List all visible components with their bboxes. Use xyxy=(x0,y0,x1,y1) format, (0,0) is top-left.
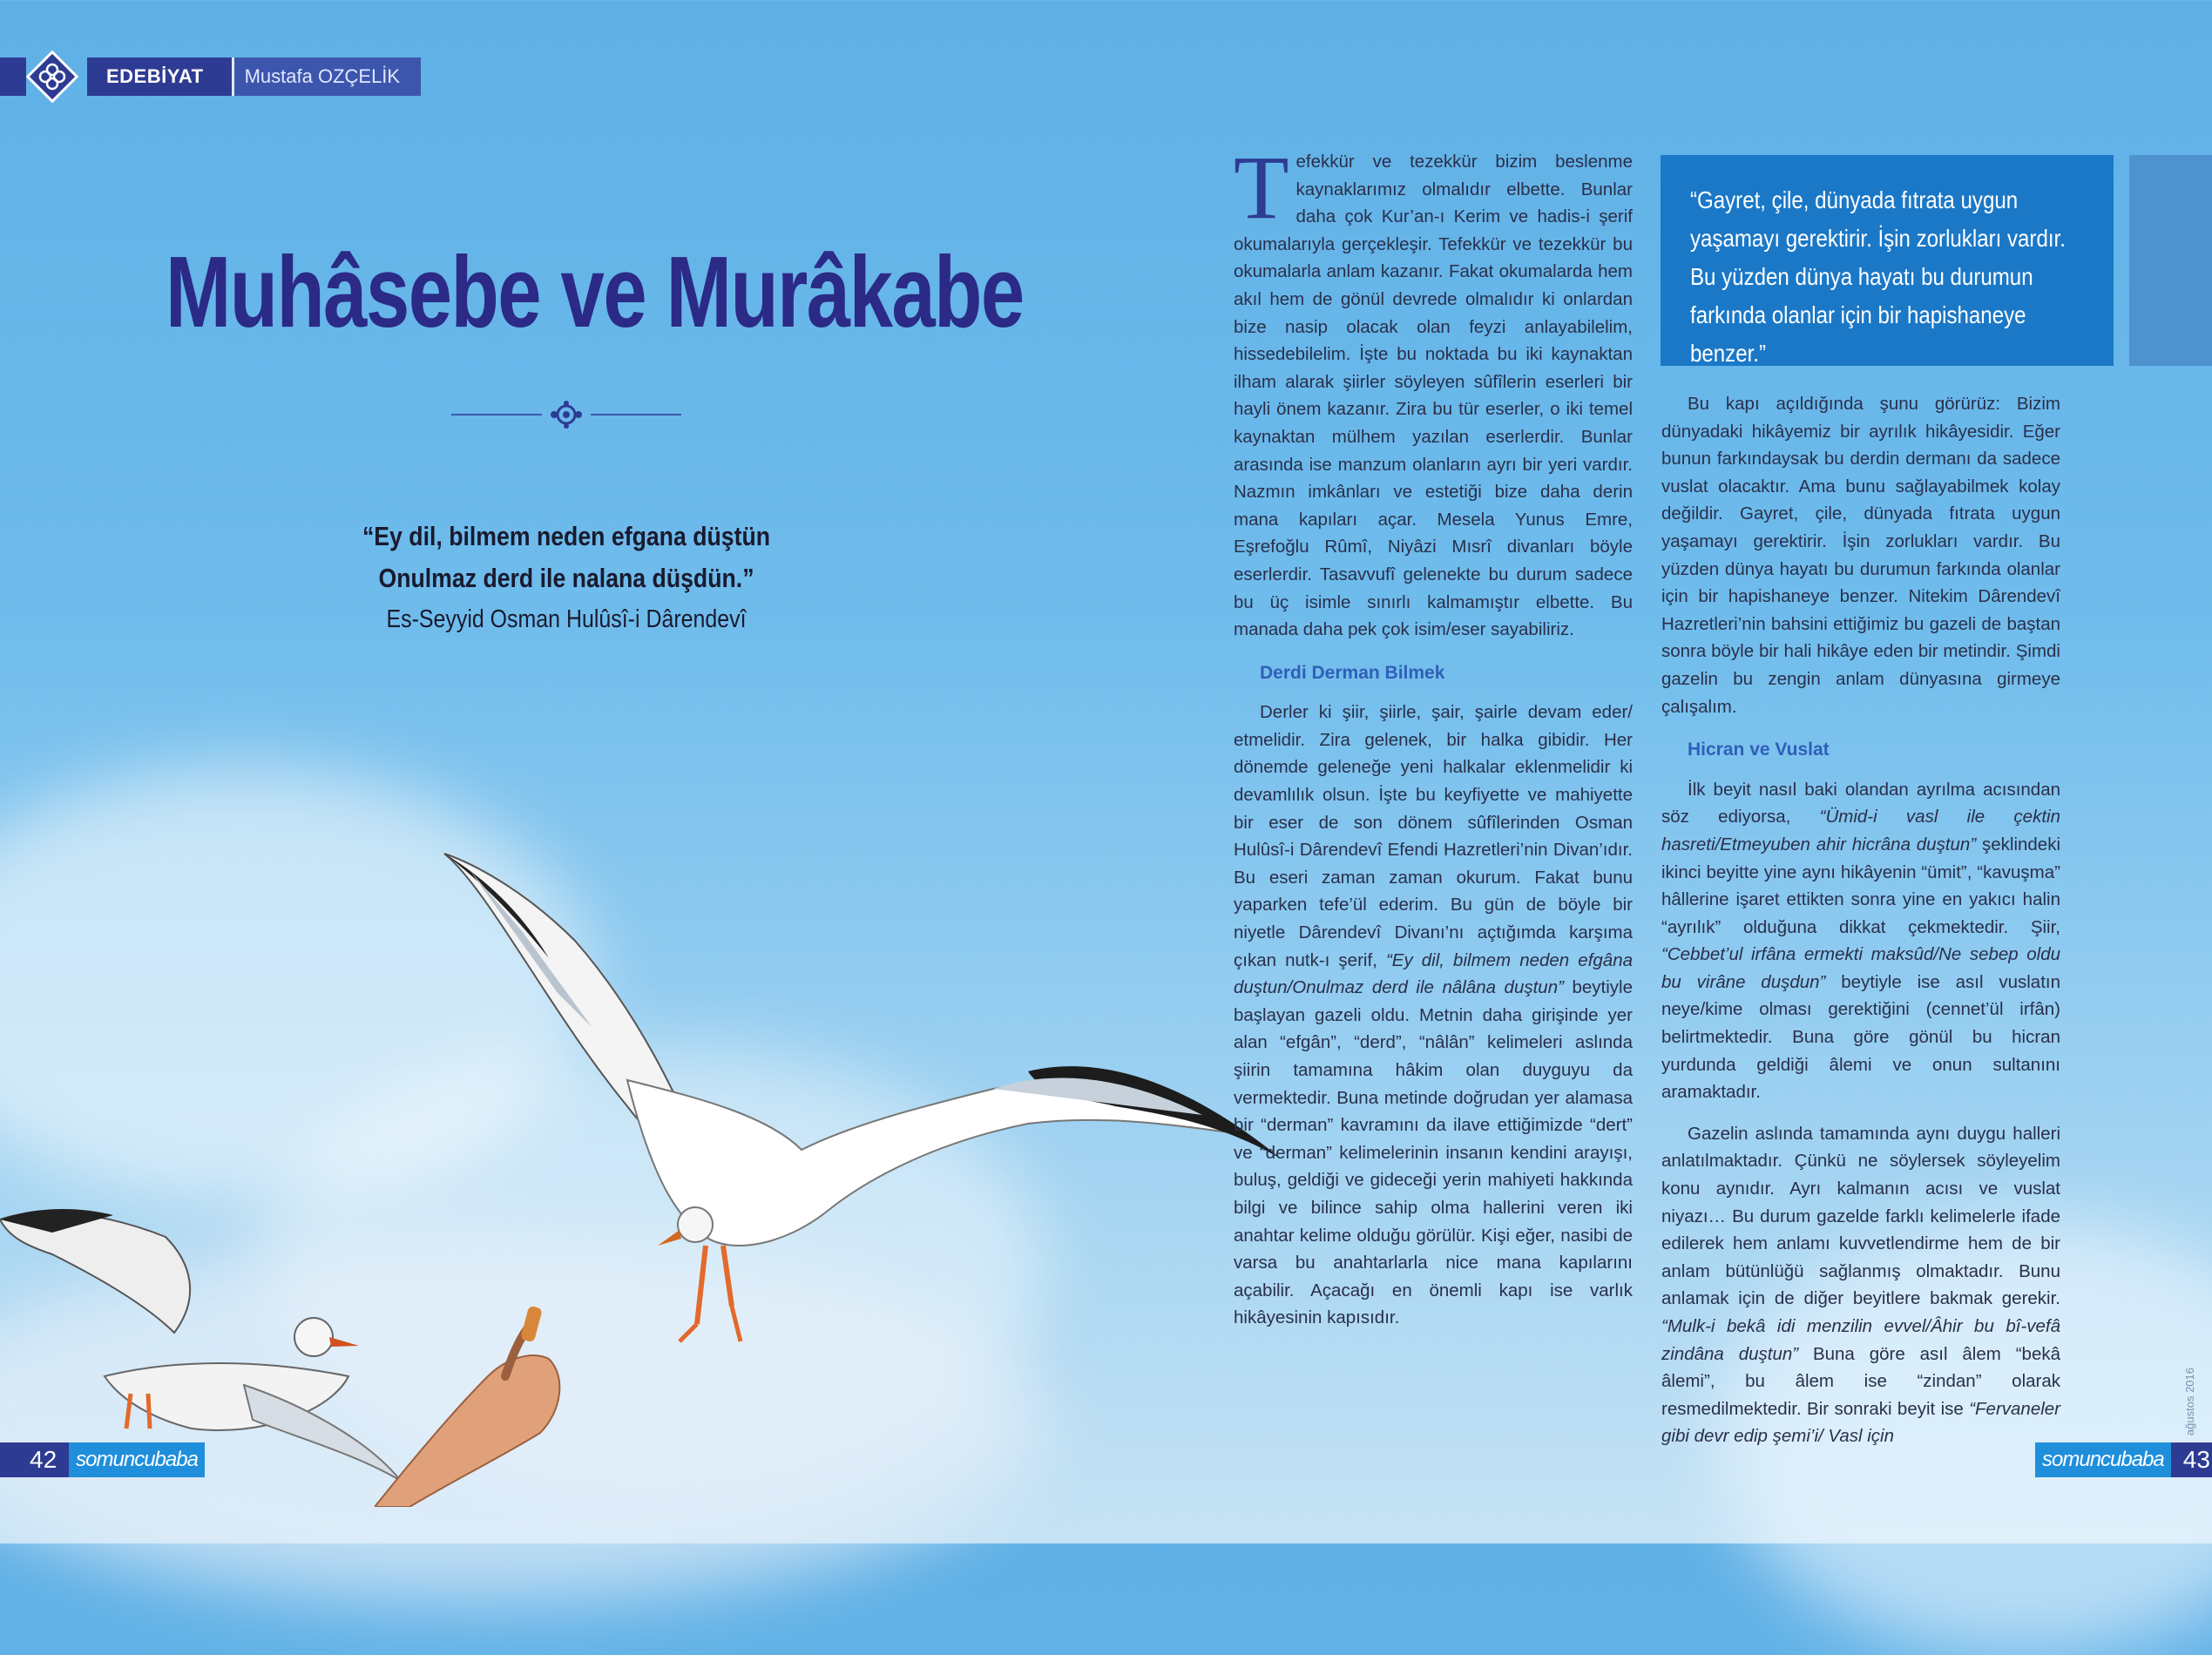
tag-bar xyxy=(0,57,26,96)
paragraph-text: İlk beyit nasıl baki olandan ayrılma acısından söz ediyorsa, xyxy=(1661,779,2060,828)
verse-attribution: Es-Seyyid Osman Hulûsî-i Dârendevî xyxy=(386,605,747,633)
brand-logo: somuncubaba xyxy=(69,1442,205,1477)
inline-quote: “Fervaneler gibi devr edip şemi’i/ Vasl için xyxy=(1661,1398,2060,1447)
paragraph xyxy=(1661,776,2060,1106)
paragraph-text: şeklindeki ikinci beyitte yine aynı hikâyenin “ümit”, “kavuşma” hâllerine işaret ettikten sonra yine en yakıcı halin “ayrılık” olduğuna dikkat çekmektedir. Şiir, xyxy=(1661,834,2061,937)
author-name: Mustafa OZÇELİK xyxy=(232,57,422,96)
brand-logo: somuncubaba xyxy=(2035,1442,2171,1477)
left-page-footer xyxy=(0,1442,205,1477)
paragraph-text: Gazelin aslında tamamında aynı duygu halleri anlatılmaktadır. Çünkü ne söylersek söyleyelim konu aynıdır. Ayrı kalmanın acısı ve vuslat niyazı… Bu durum gazelde farklı kelimelerle ifade edilerek hem anlamı kuvvetlendirme hem de bir anlam bütünlüğü sağlanmış olmaktadır. Bunu anlamak için de diğer beyitlere bakmak gerekir. xyxy=(1661,1123,2060,1309)
page-number: 43 xyxy=(2171,1442,2212,1477)
paragraph-gap xyxy=(1661,1106,2060,1120)
text-column-2 xyxy=(1661,390,2060,1450)
inline-quote: “Cebbet’ul irfâna ermekti maksûd/Ne sebep oldu bu virâne duşdun” xyxy=(1661,944,2060,992)
paragraph-text: beytiyle ise asıl vuslatın neye/kime olması gerektiğini (cennet’ül irfân) belirtmektedir. Buna göre gönül bu hicran yurdunda geldiği âlemi ve onun sultanını aramaktadır. xyxy=(1661,971,2060,1103)
section-tag xyxy=(0,54,421,99)
inline-quote: “Mulk-i bekâ idi menzilin evvel/Âhir bu bî-vefâ zindâna duştun” xyxy=(1661,1316,2060,1364)
subheading: Derdi Derman Bilmek xyxy=(1260,662,1445,683)
verse-line-1: “Ey dil, bilmem neden efgana düştün xyxy=(362,521,771,551)
diamond-logo-icon xyxy=(26,51,78,103)
paragraph-text: beytiyle başlayan gazeli oldu. Metnin daha girişinde yer alan “efgân”, “derd”, “nâlân” kelimeleri aslında şiirin tamamına hâkim olan duyguyu da vermektedir. Buna metinde doğrudan yer alamasa bir “derman” kavramını da ilave ettiğimizde “dert” ve “derman” kelimelerinin insanın kendini arayışı, buluş, geldiği ve gideceği yerin mahiyeti hakkında bilgi ve bilince sahip olma hallerini veren iki anahtar kelime olduğu görülür. Kişi eğer, nasibi de varsa bu anahtarlarla nice mana kapılarını açabilir. Açacağı en önemli kapı ise varlık hikâyesinin kapısıdır. xyxy=(1234,977,1633,1328)
right-page-footer xyxy=(2035,1442,2212,1477)
section-label: EDEBİYAT xyxy=(87,57,232,96)
epigraph-verse xyxy=(314,516,819,639)
paragraph-text: Buna göre asıl âlem “bekâ âlemi”, bu âlem ise “zindan” olarak resmedilmektedir. Bir sonraki beyit ise xyxy=(1661,1343,2061,1419)
inline-quote: “Ey dil, bilmem neden efgâna duştun/Onulmaz derd ile nâlâna duştun” xyxy=(1234,949,1633,998)
right-page xyxy=(1106,0,2212,1544)
issue-date: ağustos 2016 xyxy=(2183,1368,2196,1436)
inline-quote: “Ümid-i vasl ile çektin hasreti/Etmeyuben ahir hicrâna duştun” xyxy=(1661,807,2060,855)
verse-line-2: Onulmaz derd ile nalana düşdün.” xyxy=(378,563,754,593)
paragraph-text: Derler ki şiir, şiirle, şair, şairle devam eder/ etmelidir. Zira gelenek, bir halka gibidir. Her dönemde geleneğe yeni halkalar eklenmelidir ki devamlılık olsun. İşte bu keyfiyette ve mahiyette bir eser de son dönem sûfîlerinden Osman Hulûsî-i Dârendevî Efendi Hazretleri’nin Divan’ıdır. Bu eseri zaman zaman okurum. Fakat bunu yaparken tefe’ül ederim. Bu gün de böyle bir niyetle Dârendevî Divanı’nı açtığımda karşıma çıkan nutk-ı şerif, xyxy=(1234,702,1633,970)
ornament-divider-icon xyxy=(451,397,681,432)
page-number: 42 xyxy=(0,1442,69,1477)
pull-quote xyxy=(1661,155,2114,366)
paragraph xyxy=(1234,699,1633,1332)
paragraph xyxy=(1234,138,1633,644)
article-title: Muhâsebe ve Murâkabe xyxy=(166,235,1024,348)
paragraph-text: Bu kapı açıldığında şunu görürüz: Bizim dünyadaki hikâyemiz bir ayrılık hikâyesidir. Eğer bunun farkındaysak bu derdin dermanı da sadece vuslat olacaktır. Ama bunu sağlayabilmek kolay değildir. Gayret, çile, dünyada fıtrata uygun yaşamayı gerektirir. İşin zorlukları vardır. Bu yüzden dünya hayatı bu durumun farkında olanlar için bir hapishaneye benzer. Nitekim Dârendevî Hazretleri’nin bahsini ettiğimiz bu gazeli de baştan sonra böyle bir hali hikâye eden bir metindir. Şimdi gazelin bu zengin anlam dünyasına girmeye çalışalım. xyxy=(1661,394,2060,717)
paragraph xyxy=(1661,390,2060,720)
paragraph-text: efekkür ve tezekkür bizim beslenme kaynaklarımız olmalıdır elbette. Bunlar daha çok Kur’an-ı Kerim ve hadis-i şerif okumalarıyla gerçekleşir. Tefekkür ve tezekkür bu okumalarla anlam kazanır. Fakat okumalarda hem akıl hem de gönül devrede olmalıdır ki onlardan bize nasip olacak olan feyzi anlayabilelim, hissedebilelim. İşte bu noktada bu iki kaynaktan ilham alarak şiirler söyleyen sûfîlerin eserleri bir hayli önem kazanır. Zira bu tür eserler, o iki temel kaynaktan mülhem yazılan eserlerdir. Bunlar arasında ise manzum olanların ayrı bir yeri vardır. Nazmın imkânları ve estetiği bize daha derin mana kapıları açar. Mesela Yunus Emre, Eşrefoğlu Rûmî, Niyâzi Mısrî divanları böyle eserlerdir. Tasavvufî gelenekte bu durum sadece bu üç isimle sınırlı kalmamıştır elbette. Bu manada daha pek çok isim/eser sayabiliriz. xyxy=(1234,152,1633,640)
left-page xyxy=(0,0,1106,1544)
text-column-1 xyxy=(1234,138,1633,1332)
pull-quote-text: “Gayret, çile, dünyada fıtrata uygun yaşamayı gerektirir. İşin zorlukları vardır. Bu yüzden dünya hayatı bu durumun farkında olanlar için bir hapishaneye benzer.” xyxy=(1690,186,2066,367)
pull-quote-accent xyxy=(2129,155,2212,366)
subheading: Hicran ve Vuslat xyxy=(1688,740,1830,760)
paragraph xyxy=(1661,1120,2060,1450)
drop-cap: T xyxy=(1234,138,1289,238)
hand-image xyxy=(375,1280,601,1507)
